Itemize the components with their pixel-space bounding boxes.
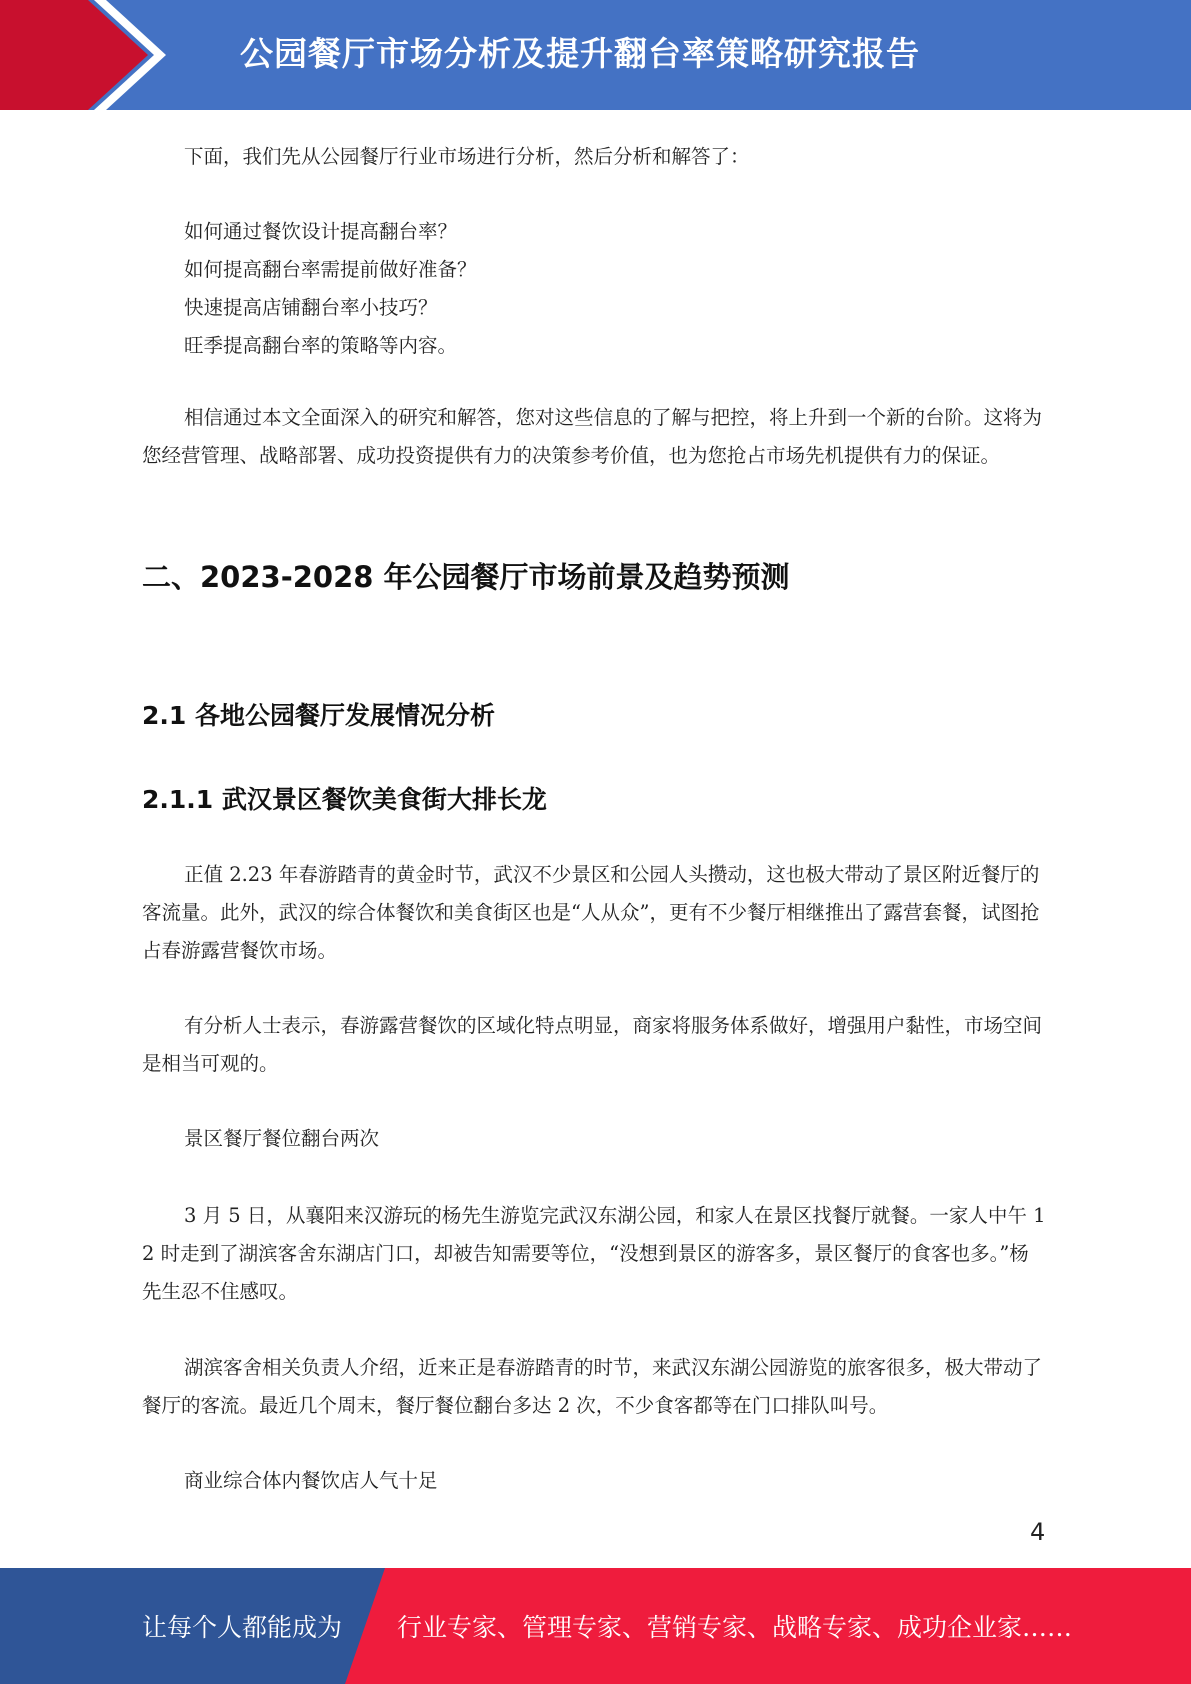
section-heading: 二、2023-2028 年公园餐厅市场前景及趋势预测 bbox=[142, 560, 790, 594]
question-item: 旺季提高翻台率的策略等内容。 bbox=[184, 334, 458, 357]
body-subheading: 景区餐厅餐位翻台两次 bbox=[184, 1127, 380, 1150]
body-paragraph: 3 月 5 日，从襄阳来汉游玩的杨先生游览完武汉东湖公园，和家人在景区找餐厅就餐。一家人中午 12 时走到了湖滨客舍东湖店门口，却被告知需要等位，“没想到景区的游客多，景区餐厅的食客也多。”杨先生忍不住感叹。 bbox=[142, 1204, 1046, 1303]
question-item: 如何提高翻台率需提前做好准备？ bbox=[184, 258, 477, 281]
question-item: 快速提高店铺翻台率小技巧？ bbox=[184, 296, 438, 319]
subsection-heading: 2.1 各地公园餐厅发展情况分析 bbox=[142, 701, 495, 730]
page-number: 4 bbox=[1030, 1518, 1046, 1546]
intro-closing-paragraph: 相信通过本文全面深入的研究和解答，您对这些信息的了解与把控，将上升到一个新的台阶。这将为您经营管理、战略部署、成功投资提供有力的决策参考价值，也为您抢占市场先机提供有力的保证。 bbox=[142, 406, 1043, 467]
intro-lead: 下面，我们先从公园餐厅行业市场进行分析，然后分析和解答了： bbox=[184, 145, 750, 168]
report-title: 公园餐厅市场分析及提升翻台率策略研究报告 bbox=[240, 34, 920, 73]
question-item: 如何通过餐饮设计提高翻台率？ bbox=[184, 220, 458, 243]
report-header bbox=[0, 0, 1191, 110]
footer-slogan-left: 让每个人都能成为 bbox=[142, 1613, 343, 1642]
body-paragraph: 湖滨客舍相关负责人介绍，近来正是春游踏青的时节，来武汉东湖公园游览的旅客很多，极大带动了餐厅的客流。最近几个周末，餐厅餐位翻台多达 2 次，不少食客都等在门口排队叫号。 bbox=[142, 1356, 1043, 1417]
body-paragraph: 有分析人士表示，春游露营餐饮的区域化特点明显，商家将服务体系做好，增强用户黏性，市场空间是相当可观的。 bbox=[142, 1014, 1043, 1075]
body-subheading: 商业综合体内餐饮店人气十足 bbox=[184, 1469, 438, 1492]
subsubsection-heading: 2.1.1 武汉景区餐饮美食街大排长龙 bbox=[142, 785, 547, 814]
body-paragraph: 正值 2.23 年春游踏青的黄金时节，武汉不少景区和公园人头攒动，这也极大带动了景区附近餐厅的客流量。此外，武汉的综合体餐饮和美食街区也是“人从众”，更有不少餐厅相继推出了露营套餐，试图抢占春游露营餐饮市场。 bbox=[142, 863, 1040, 962]
report-footer bbox=[0, 1568, 1191, 1684]
footer-slogan-right: 行业专家、管理专家、营销专家、战略专家、成功企业家…… bbox=[397, 1613, 1073, 1642]
